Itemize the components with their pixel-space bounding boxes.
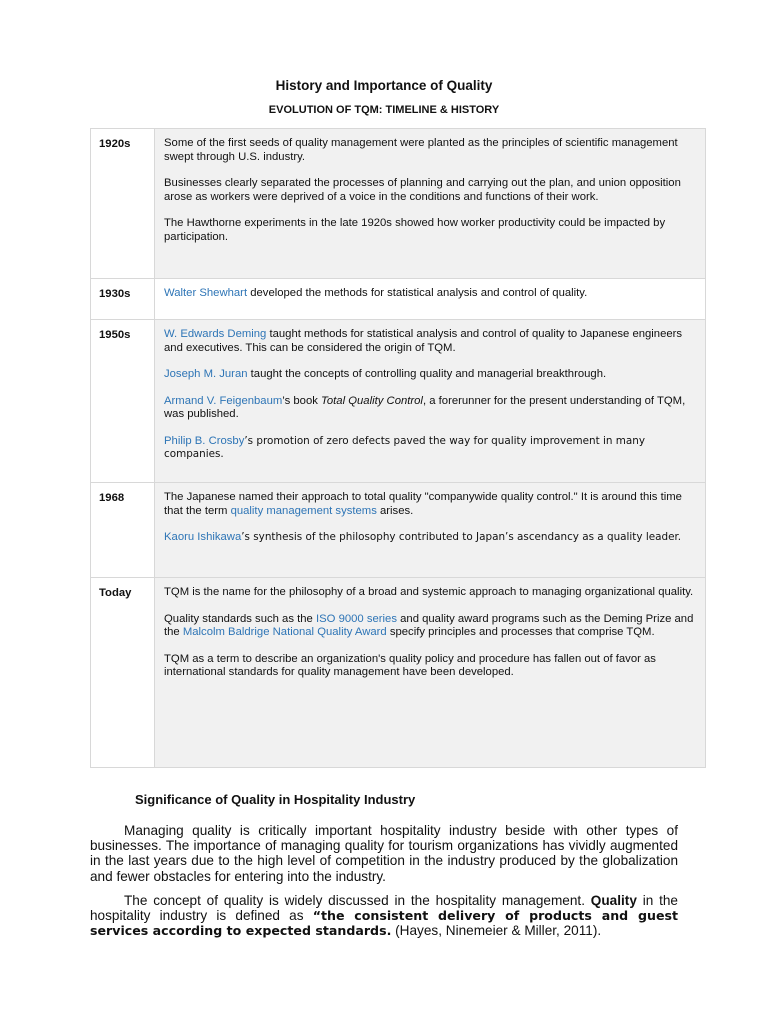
page-subtitle: EVOLUTION OF TQM: TIMELINE & HISTORY [268, 104, 500, 116]
paragraph-text: , a forerunner for the present understanding of TQM, was published. [164, 394, 686, 420]
paragraph-text: Quality standards such as the [164, 612, 316, 625]
year-cell: Today [91, 578, 155, 768]
paragraph [164, 368, 697, 382]
description-cell [155, 279, 706, 320]
description-cell [155, 483, 706, 578]
paragraph: Businesses clearly separated the processes of planning and carrying out the plan, and union opposition arose as workers were deprived of a voice in the conditions and functions of their work. [164, 177, 681, 203]
paragraph: The Hawthorne experiments in the late 1920s showed how worker productivity could be impacted by participation. [164, 217, 666, 243]
year-cell: 1920s [91, 129, 155, 279]
year-cell: 1930s [91, 279, 155, 320]
table-row [91, 129, 706, 279]
person-link[interactable]: W. Edwards Deming [164, 328, 267, 340]
description-cell [155, 320, 706, 483]
description-cell [155, 129, 706, 279]
year-cell: 1968 [91, 483, 155, 578]
term-link[interactable]: quality management systems [230, 504, 377, 517]
bold-term: Quality [590, 893, 637, 908]
paragraph-text: arises. [376, 504, 414, 517]
paragraph-text: and quality award programs such as the Deming Prize and the [164, 612, 694, 638]
section-heading: Significance of Quality in Hospitality Industry [135, 792, 416, 807]
paragraph [164, 287, 697, 301]
page-title: History and Importance of Quality [275, 78, 493, 93]
paragraph [164, 491, 697, 518]
term-link[interactable]: Malcolm Baldrige National Quality Award [182, 626, 387, 638]
year-cell: 1950s [91, 320, 155, 483]
paragraph [164, 613, 697, 640]
table-row [91, 320, 706, 483]
paragraph-text: The Japanese named their approach to total quality "companywide quality control." It is around this time that the term [164, 491, 682, 517]
person-link[interactable]: Armand V. Feigenbaum [164, 394, 283, 407]
body-paragraph: Managing quality is critically important hospitality industry beside with other types of businesses. The importance of managing quality for tourism organizations has vividly augmented in the last years due to the high level of competition in the industry produced by the globalization and fewer obstacles for entering into the industry. [90, 823, 678, 884]
paragraph [164, 328, 697, 355]
paragraph-text: in the hospitality industry is defined as [90, 893, 678, 924]
paragraph [164, 395, 697, 422]
paragraph-text: ’s synthesis of the philosophy contributed to Japan’s ascendancy as a quality leader. [241, 531, 682, 543]
term-link[interactable]: ISO 9000 series [315, 612, 397, 625]
paragraph: TQM is the name for the philosophy of a broad and systemic approach to managing organizational quality. [164, 586, 694, 598]
description-cell [155, 578, 706, 768]
paragraph-text: ’s promotion of zero defects paved the way for quality improvement in many companies. [164, 434, 646, 460]
paragraph-text: taught the concepts of controlling quality and managerial breakthrough. [247, 368, 607, 380]
table-row [91, 483, 706, 578]
paragraph [164, 435, 697, 462]
paragraph: Some of the first seeds of quality management were planted as the principles of scientific management swept through U.S. industry. [164, 137, 678, 163]
person-link[interactable]: Philip B. Crosby [164, 434, 245, 447]
citation: (Hayes, Ninemeier & Miller, 2011). [391, 923, 602, 939]
paragraph-text: The concept of quality is widely discussed in the hospitality management. [124, 893, 591, 908]
body-paragraph [90, 893, 678, 939]
table-row [91, 279, 706, 320]
paragraph [164, 531, 697, 545]
paragraph: TQM as a term to describe an organization's quality policy and procedure has fallen out of favor as international standards for quality management have been developed. [164, 652, 656, 678]
paragraph-text: specify principles and processes that comprise TQM. [386, 626, 655, 638]
paragraph-text: ’s book [282, 394, 322, 407]
table-row [91, 578, 706, 768]
definition-quote: “the consistent delivery of products and guest services according to expected standards. [90, 908, 678, 939]
paragraph-text: taught methods for statistical analysis and control of quality to Japanese engineers and executives. This can be considered the origin of TQM. [164, 328, 683, 354]
book-title: Total Quality Control [321, 394, 423, 407]
person-link[interactable]: Joseph M. Juran [164, 368, 248, 380]
timeline-table [90, 128, 706, 768]
person-link[interactable]: Walter Shewhart [164, 287, 248, 299]
person-link[interactable]: Kaoru Ishikawa [164, 531, 242, 543]
paragraph-text: developed the methods for statistical analysis and control of quality. [247, 287, 588, 299]
